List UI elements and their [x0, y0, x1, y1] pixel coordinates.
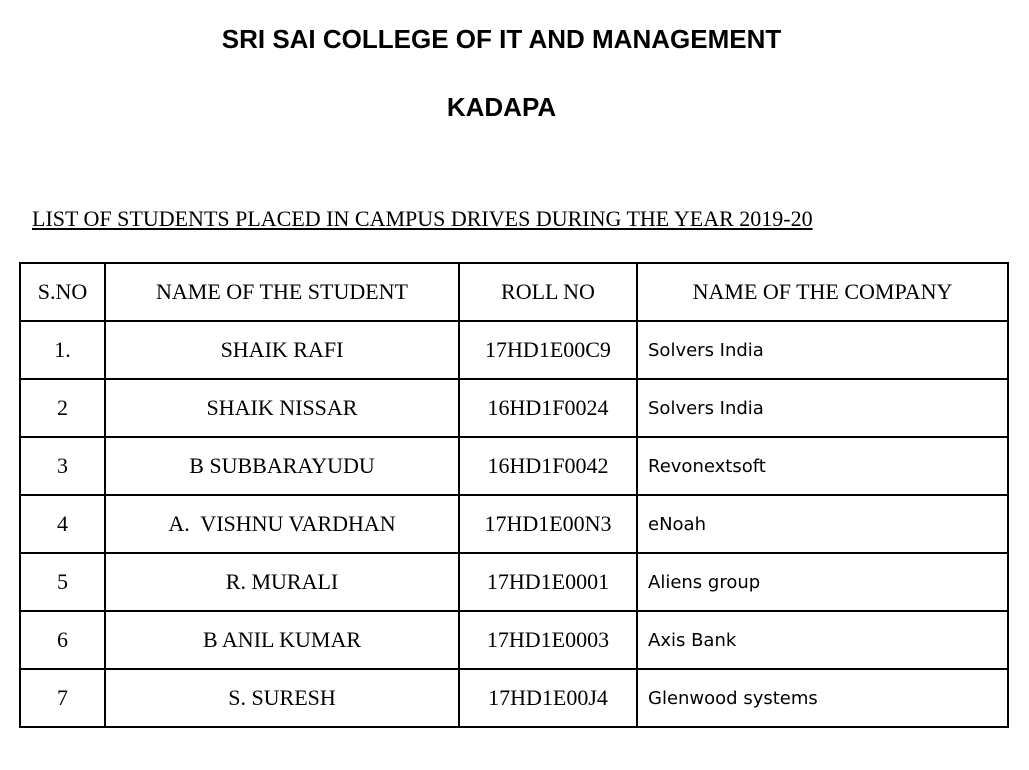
- cell-sno: 5: [20, 553, 105, 611]
- cell-sno: 3: [20, 437, 105, 495]
- city-name: KADAPA: [446, 92, 557, 122]
- column-header-company: NAME OF THE COMPANY: [637, 263, 1008, 321]
- cell-sno: 7: [20, 669, 105, 727]
- cell-student-name: B ANIL KUMAR: [105, 611, 459, 669]
- list-title: LIST OF STUDENTS PLACED IN CAMPUS DRIVES DURING THE YEAR 2019-20: [32, 206, 813, 231]
- cell-company: eNoah: [637, 495, 1008, 553]
- table-row: [20, 553, 1008, 611]
- table-row: [20, 379, 1008, 437]
- cell-roll-no: 17HD1E0003: [459, 611, 637, 669]
- cell-student-name: A. VISHNU VARDHAN: [105, 495, 459, 553]
- column-header-roll-no: ROLL NO: [459, 263, 637, 321]
- cell-sno: 4: [20, 495, 105, 553]
- cell-company: Axis Bank: [637, 611, 1008, 669]
- cell-company: Solvers India: [637, 379, 1008, 437]
- table-row: [20, 611, 1008, 669]
- cell-roll-no: 17HD1E00N3: [459, 495, 637, 553]
- cell-sno: 6: [20, 611, 105, 669]
- cell-company: Solvers India: [637, 321, 1008, 379]
- cell-student-name: R. MURALI: [105, 553, 459, 611]
- table-row: [20, 495, 1008, 553]
- cell-roll-no: 17HD1E00J4: [459, 669, 637, 727]
- cell-roll-no: 17HD1E00C9: [459, 321, 637, 379]
- cell-student-name: B SUBBARAYUDU: [105, 437, 459, 495]
- cell-company: Glenwood systems: [637, 669, 1008, 727]
- table-header-row: [20, 263, 1008, 321]
- placements-table: [19, 262, 1009, 728]
- cell-roll-no: 16HD1F0042: [459, 437, 637, 495]
- table-row: [20, 669, 1008, 727]
- cell-company: Aliens group: [637, 553, 1008, 611]
- cell-student-name: SHAIK RAFI: [105, 321, 459, 379]
- table-row: [20, 437, 1008, 495]
- cell-company: Revonextsoft: [637, 437, 1008, 495]
- cell-roll-no: 17HD1E0001: [459, 553, 637, 611]
- column-header-student-name: NAME OF THE STUDENT: [105, 263, 459, 321]
- column-header-sno: S.NO: [20, 263, 105, 321]
- table-row: [20, 321, 1008, 379]
- cell-student-name: S. SURESH: [105, 669, 459, 727]
- cell-sno: 2: [20, 379, 105, 437]
- cell-roll-no: 16HD1F0024: [459, 379, 637, 437]
- cell-student-name: SHAIK NISSAR: [105, 379, 459, 437]
- cell-sno: 1.: [20, 321, 105, 379]
- college-name: SRI SAI COLLEGE OF IT AND MANAGEMENT: [221, 24, 782, 54]
